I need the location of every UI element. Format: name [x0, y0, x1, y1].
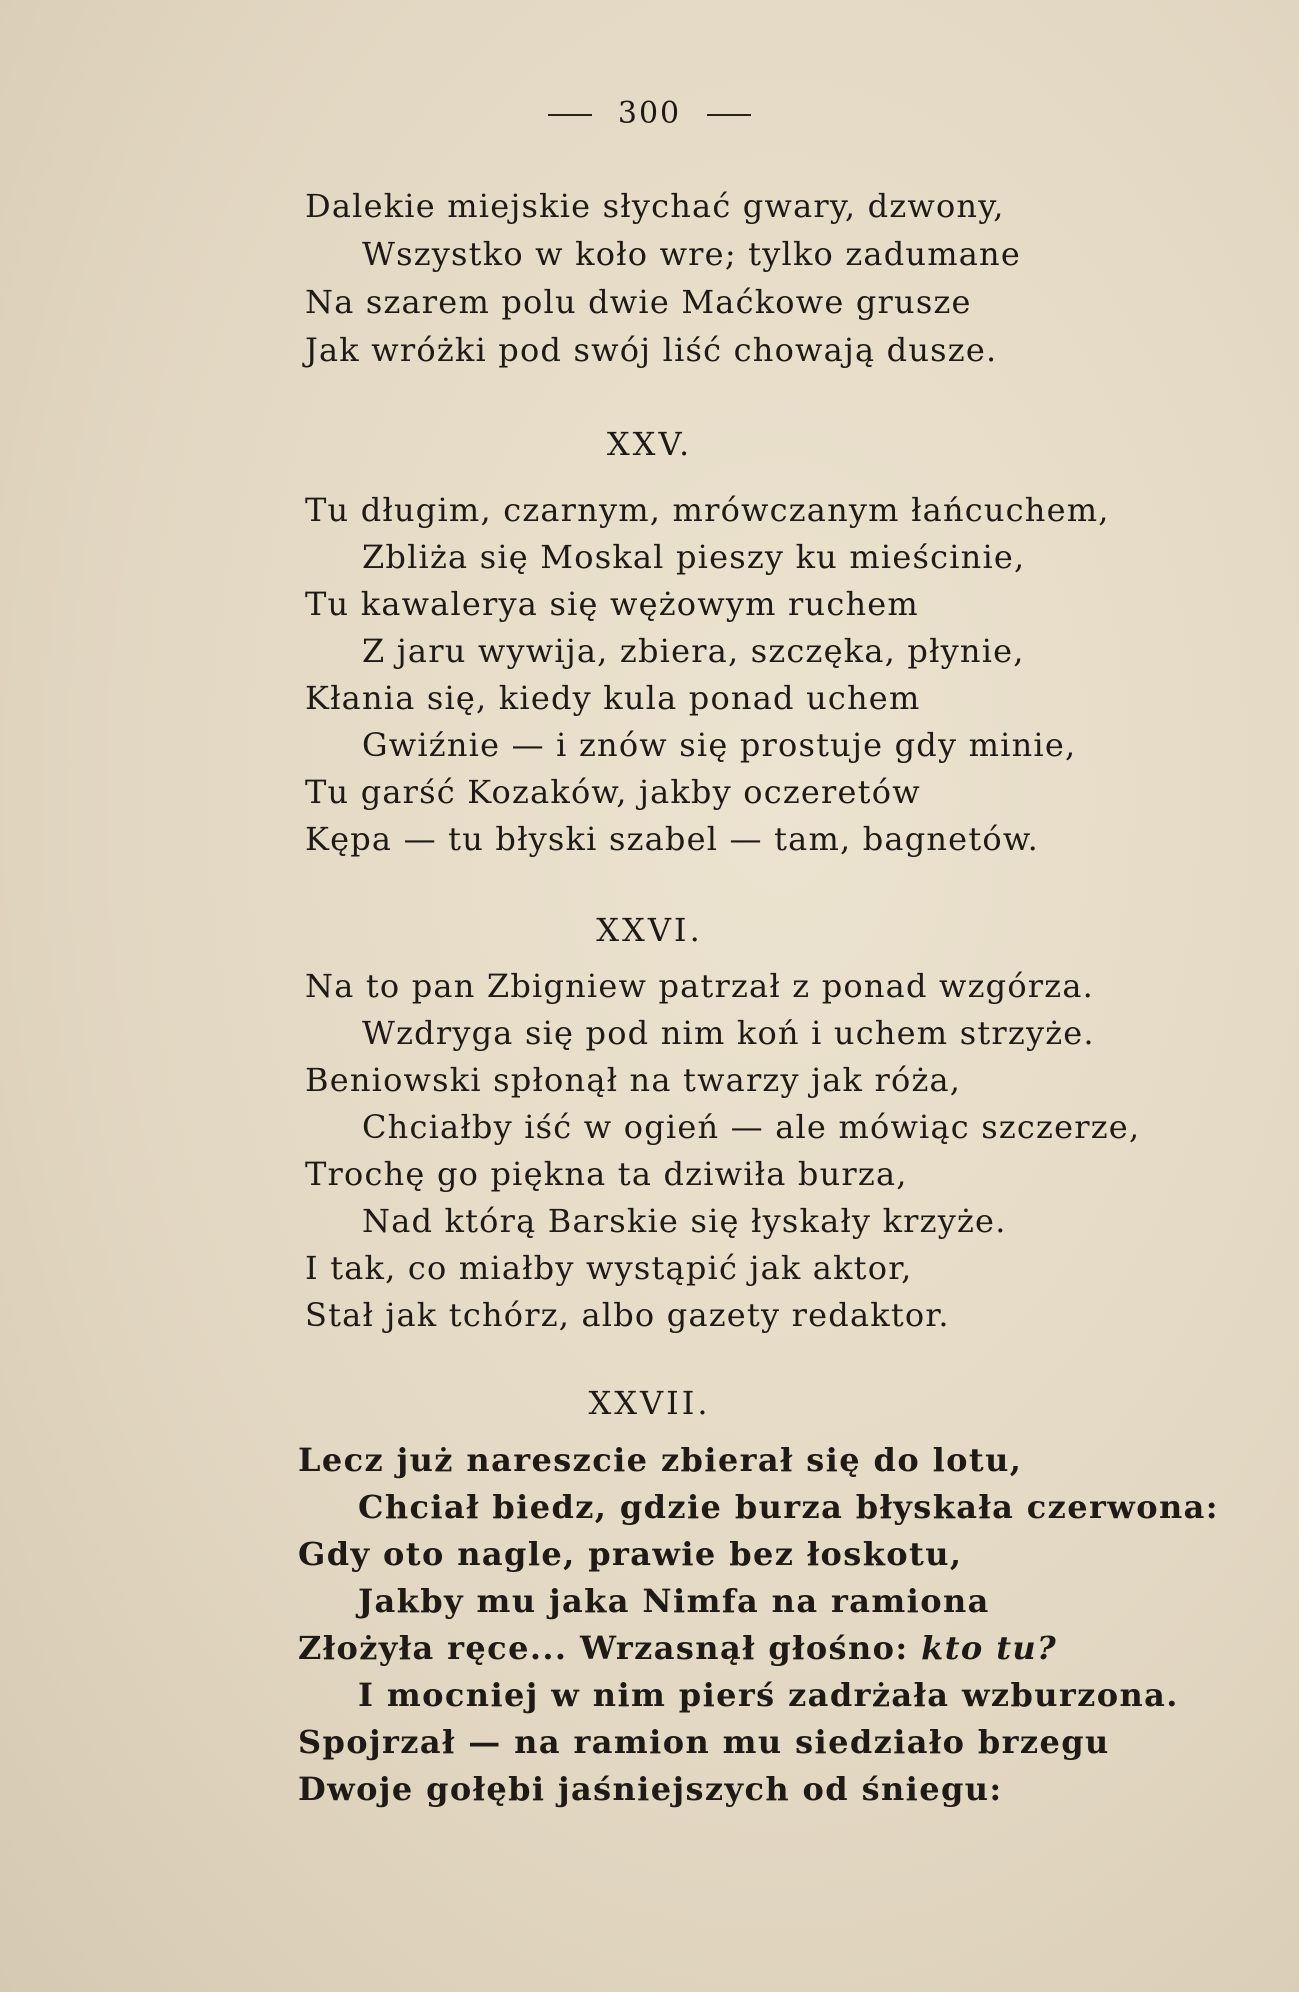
verse-line: Tu garść Kozaków, jakby oczeretów	[305, 773, 921, 811]
page-number: 300	[0, 96, 1299, 131]
verse-line: Tu długim, czarnym, mrówczanym łańcuchem,	[305, 491, 1110, 529]
verse-line: I mocniej w nim pierś zadrżała wzburzona.	[358, 1676, 1179, 1714]
verse-line: Dwoje gołębi jaśniejszych od śniegu:	[298, 1770, 1003, 1808]
verse-line: Trochę go piękna ta dziwiła burza,	[305, 1155, 908, 1193]
verse-line: Wszystko w koło wre; tylko zadumane	[362, 235, 1021, 273]
verse-line: Z jaru wywija, zbiera, szczęka, płynie,	[362, 632, 1025, 670]
verse-line: Złożyła ręce... Wrzasnął głośno: kto tu?	[298, 1629, 1058, 1667]
verse-line: Na szarem polu dwie Maćkowe grusze	[305, 283, 972, 321]
verse-line: Gwiźnie — i znów się prostuje gdy minie,	[362, 726, 1077, 764]
verse-line: Nad którą Barskie się łyskały krzyże.	[362, 1202, 1007, 1240]
verse-line: Jak wróżki pod swój liść chowają dusze.	[305, 331, 998, 369]
stanza-heading: XXV.	[606, 425, 693, 463]
verse-line: Tu kawalerya się wężowym ruchem	[305, 585, 919, 623]
stanza-heading: XXVII.	[588, 1384, 711, 1422]
verse-line: Zbliża się Moskal pieszy ku mieścinie,	[362, 538, 1026, 576]
verse-line: Spojrzał — na ramion mu siedziało brzegu	[298, 1723, 1110, 1761]
verse-line: Lecz już nareszcie zbierał się do lotu,	[298, 1441, 1023, 1479]
verse-line: I tak, co miałby wystąpić jak aktor,	[305, 1249, 913, 1287]
verse-line: Kępa — tu błyski szabel — tam, bagnetów.	[305, 820, 1040, 858]
verse-line: Beniowski spłonął na twarzy jak róża,	[305, 1061, 962, 1099]
verse-line: Wzdryga się pod nim koń i uchem strzyże.	[362, 1014, 1095, 1052]
verse-line: Stał jak tchórz, albo gazety redaktor.	[305, 1296, 950, 1334]
verse-line: Chciał biedz, gdzie burza błyskała czerwona:	[358, 1488, 1219, 1526]
verse-line: Na to pan Zbigniew patrzał z ponad wzgórza.	[305, 967, 1095, 1005]
verse-line: Kłania się, kiedy kula ponad uchem	[305, 679, 921, 717]
verse-line: Gdy oto nagle, prawie bez łoskotu,	[298, 1535, 963, 1573]
verse-line: Dalekie miejskie słychać gwary, dzwony,	[305, 187, 1005, 225]
verse-line: Jakby mu jaka Nimfa na ramiona	[358, 1582, 990, 1620]
italic-phrase: kto tu?	[921, 1629, 1058, 1667]
verse-line: Chciałby iść w ogień — ale mówiąc szczerze,	[362, 1108, 1141, 1146]
dash-left	[548, 114, 592, 116]
stanza-heading: XXVI.	[596, 911, 703, 949]
dash-right	[707, 114, 751, 116]
